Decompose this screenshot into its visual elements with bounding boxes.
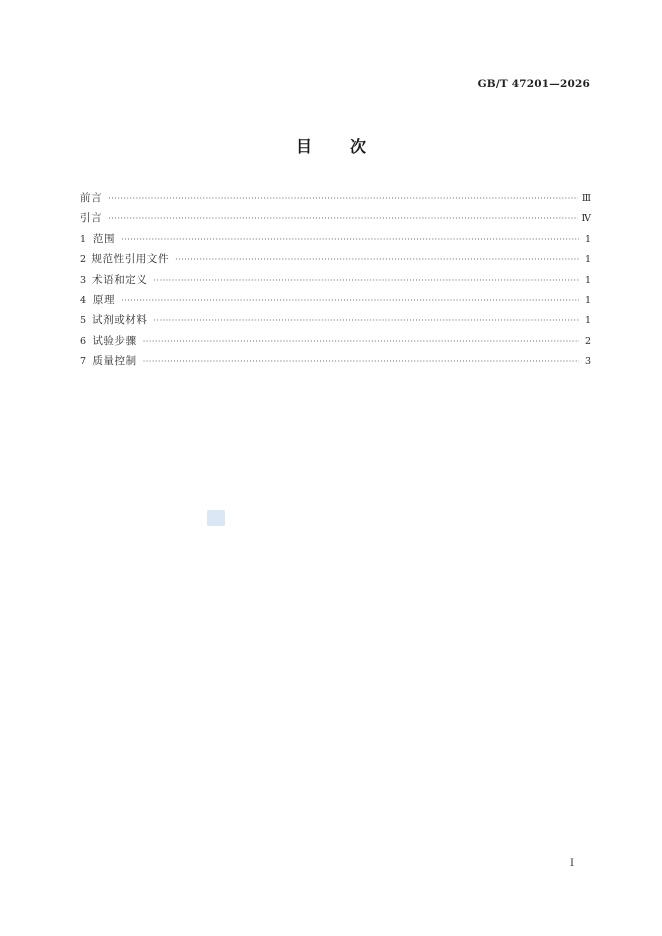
toc-entry-scope[interactable]: [80, 229, 591, 249]
toc-entry-label: 试验步骤: [92, 334, 137, 347]
toc-title: [0, 134, 662, 157]
toc-entry-label: 前言: [80, 192, 103, 204]
toc-entry-label: 试剂或材料: [92, 314, 148, 327]
watermark-logo: [207, 510, 225, 526]
toc-entry-terms-definitions[interactable]: [80, 270, 591, 290]
toc-entry-label: 引言: [80, 212, 103, 225]
toc-entry-label: 质量控制: [92, 355, 137, 368]
toc-entry-page: 1: [584, 233, 591, 245]
toc-entry-number: 3: [80, 274, 87, 286]
toc-entry-number: 4: [80, 294, 87, 306]
toc-leader-dots: [175, 250, 579, 270]
toc-entry-number: 1: [80, 233, 87, 245]
toc-entry-page: 2: [584, 335, 591, 347]
toc-leader-dots: [143, 352, 579, 372]
toc-entry-page: 1: [584, 294, 591, 306]
page-number: I: [570, 858, 574, 869]
standard-number: GB/T 47201—2026: [477, 78, 590, 90]
toc-entry-introduction[interactable]: [80, 208, 591, 228]
toc-leader-dots: [154, 271, 580, 291]
toc-entry-number: 2: [80, 254, 87, 266]
toc-leader-dots: [108, 189, 578, 209]
toc-entry-quality-control[interactable]: [80, 351, 591, 371]
toc-entry-label: 规范性引用文件: [91, 253, 170, 266]
toc-entry-page: Ⅲ: [581, 193, 591, 204]
toc-entry-normative-references[interactable]: [80, 249, 591, 269]
toc-leader-dots: [108, 209, 577, 229]
toc-entry-page: 3: [584, 356, 591, 368]
toc-entry-page: 1: [584, 254, 591, 266]
toc-entry-number: 7: [80, 356, 87, 368]
toc-leader-dots: [143, 332, 579, 352]
toc-entry-page: 1: [584, 274, 591, 286]
toc-list: [80, 188, 591, 372]
toc-entry-number: 5: [80, 315, 87, 327]
toc-entry-test-procedure[interactable]: [80, 331, 591, 351]
toc-leader-dots: [121, 291, 579, 311]
toc-entry-number: 6: [80, 335, 87, 347]
toc-entry-label: 范围: [92, 232, 116, 245]
toc-entry-reagents-materials[interactable]: [80, 310, 591, 330]
toc-entry-page: Ⅳ: [581, 213, 591, 225]
toc-title-part2: 次: [350, 137, 367, 156]
toc-entry-label: 原理: [92, 293, 116, 306]
toc-leader-dots: [154, 311, 580, 331]
toc-entry-page: 1: [584, 315, 591, 327]
toc-entry-foreword[interactable]: [80, 188, 591, 208]
toc-entry-principle[interactable]: [80, 290, 591, 310]
toc-entry-label: 术语和定义: [92, 273, 148, 286]
toc-title-part1: 目: [295, 137, 312, 156]
toc-leader-dots: [121, 230, 579, 250]
